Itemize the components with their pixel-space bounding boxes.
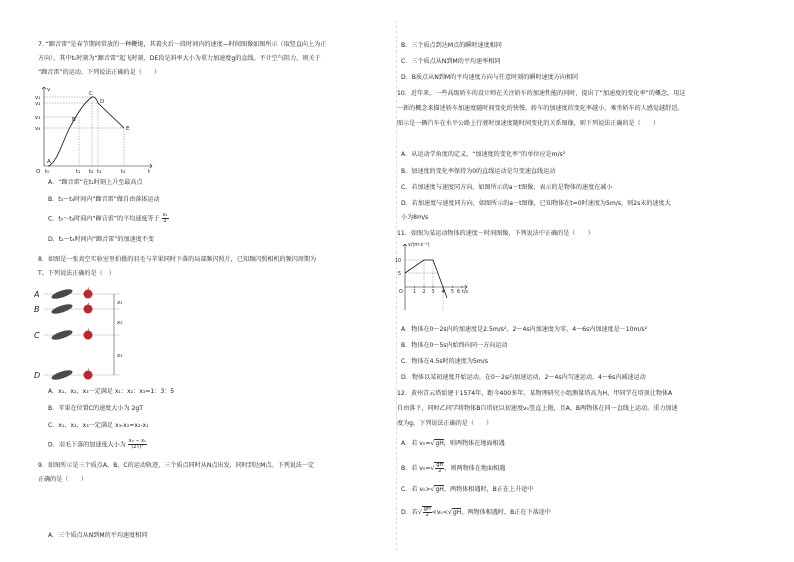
q11-tick-t4: 4 <box>441 290 445 295</box>
q11-option-d: D．物体以某初速度开始运动，在0～2s内加速运动，2～4s内匀速运动，4～6s内减速运动 <box>401 374 646 381</box>
sqrt-icon: √ <box>417 509 422 516</box>
q10-option-b: B．加速度的变化率保持为0的直线运动是匀变速直线运动 <box>401 168 556 175</box>
q11-tick-t6: 6 <box>457 290 461 295</box>
q7-label-v3: v₃ <box>35 115 41 121</box>
q7-axis-v: v <box>47 87 51 93</box>
q10-stem-line3: 图示是一辆汽车在水平公路上行驶时加速度随时间变化的关系图像，则下列说法正确的是（ ） <box>397 120 660 127</box>
q12-option-d-post: ，两物体相遇时，B正在下落途中 <box>461 509 551 516</box>
q7-vt-graph <box>34 84 156 174</box>
q8-dim-x2: x₂ <box>117 320 123 326</box>
q7-label-t3: t₃ <box>97 169 102 174</box>
q9-stem-line1: 9．如图所示是三个质点A，B，C的运动轨迹，三个质点同时从N点出发，同时到达M点。下列说法一定 <box>38 462 315 469</box>
left-column <box>0 0 380 562</box>
q9-stem-line2: 正确的是（ ） <box>38 476 87 483</box>
q12-option-c-radicand: gH <box>435 486 444 493</box>
q8-option-d-num: x₃ − x₁ <box>128 438 147 444</box>
q11-option-b: B．物体在0～5s内始终向同一方向运动 <box>401 342 508 349</box>
q7-option-c-den: 2 <box>163 218 167 224</box>
q12-option-b <box>401 462 505 474</box>
q12-option-c <box>401 486 533 494</box>
q11-tick-t2: 2 <box>422 290 426 295</box>
q7-stem-line2: 方向），其中t₀时刻为“蹿音雷”起飞时刻、DE段是斜率大小为重力加速度g的直线。不计空气阻力，则关于 <box>38 55 321 62</box>
q8-position-c: C <box>34 331 40 340</box>
q10-option-d-line2: 小为8m/s <box>401 214 429 221</box>
q12-option-d-pre: D．若 <box>401 509 418 516</box>
q8-dim-x1: x₁ <box>117 300 123 306</box>
q12-option-d-mid: <v₀< <box>431 509 448 516</box>
q8-position-a: A <box>34 290 40 299</box>
q11-tick-v5: 5 <box>398 272 402 277</box>
q9-option-a: A．三个质点从N到M的平均速度相同 <box>48 532 148 539</box>
q10-option-c: C．若加速度与速度同方向，如图所示的a－t图像，表示的是物体的速度在减小 <box>401 184 613 191</box>
q11-option-a: A．物体在0～2s内的加速度是2.5m/s²，2～4s内加速度为零，4～6s内加速度是－10m/s² <box>401 326 648 333</box>
q12-option-c-post: ，两物体相遇时，B正在上升途中 <box>443 486 534 493</box>
q11-tick-v10: 10 <box>395 259 402 264</box>
q7-point-b: B <box>72 117 76 123</box>
q7-label-t2: t₂ <box>89 169 94 174</box>
q11-axis-v: v/(m·s⁻¹) <box>408 243 430 248</box>
q8-position-b: B <box>34 305 40 314</box>
q7-option-c <box>48 213 169 224</box>
q12-option-d-fraction <box>422 506 432 518</box>
q12-option-a <box>401 440 505 448</box>
q7-option-c-fraction <box>162 213 169 224</box>
q7-option-d: D．t₂～t₄时间内“蹿音雷”的加速度不变 <box>48 236 154 243</box>
q11-origin: O <box>399 290 403 295</box>
q8-dim-x3: x₃ <box>117 353 123 359</box>
q8-stem-line2: T。下列说法正确的是（ ） <box>38 270 115 277</box>
q7-label-t0: t₀ <box>45 169 50 174</box>
q8-position-d: D <box>34 371 41 380</box>
q7-point-e: E <box>126 126 130 132</box>
q11-vt-graph <box>391 240 471 312</box>
q7-point-a: A <box>47 159 51 165</box>
q12-option-d-den: 2 <box>425 512 429 518</box>
q7-label-v1: v₁ <box>35 95 41 101</box>
q9-option-c: C．三个质点从N到M的平均速率相同 <box>401 58 501 65</box>
q12-option-a-post: ，则两物体在地面相遇 <box>443 440 505 447</box>
q11-tick-t1: 1 <box>413 290 417 295</box>
q8-option-c: C．x₁、x₂、x₃一定满足 x₃-x₂=x₂-x₁ <box>48 422 149 429</box>
q7-label-t4: t₄ <box>121 169 126 174</box>
q7-label-v2: v₂ <box>35 101 41 107</box>
sqrt-icon: √ <box>447 509 452 516</box>
q12-option-d-radicand: gH <box>452 509 462 516</box>
right-column <box>397 0 777 562</box>
q7-label-t1: t₁ <box>76 169 81 174</box>
q12-option-d <box>401 506 551 518</box>
q12-stem-line2: 自由落下，同时乙同学将物体B自塔底以初速度v₀竖直上抛，且A、B两物体在同一直线上运动。重力加速 <box>397 405 678 412</box>
q11-stem: 11．如图为某运动物体的速度－时间图像，下列说法中正确的是（ ） <box>397 230 594 237</box>
q12-option-b-den: 2 <box>438 468 442 474</box>
q11-axis-t: t/s <box>462 290 468 295</box>
sqrt-icon: √ <box>430 465 435 472</box>
q7-option-c-num: v₁ <box>162 212 168 218</box>
q12-option-d-num: gH <box>423 506 431 512</box>
q10-stem-line2: 一新的概念来描述轿车加速度随时间变化的快慢，轿车的加速度的变化率越小，乘坐轿车的人感觉越舒适。 <box>397 105 684 112</box>
q7-label-v4: v₄ <box>35 126 41 132</box>
q9-option-b: B．三个质点到达M点的瞬时速度相同 <box>401 42 502 49</box>
q9-option-d: D．B质点从N到M的平均速度方向与任意时刻的瞬时速度方向相同 <box>401 74 579 81</box>
q7-option-b: B．t₃～t₄时间内“蹿音雷”做自由落体运动 <box>48 196 160 203</box>
q12-option-b-num: gH <box>436 462 444 468</box>
q12-option-c-pre: C．若 v₀> <box>401 486 431 493</box>
q7-stem-line1: 7. “蹿音雷”是春节期间常放的一种鞭炮，其着火后一段时间内的速度—时间图像如图所示（取竖直向上为正 <box>38 41 327 48</box>
q12-option-a-pre: A．若 v₀= <box>401 440 431 447</box>
q11-tick-t5: 5 <box>451 290 455 295</box>
q8-option-a: A．x₁、x₂、x₃一定满足 x₁：x₂：x₃=1：3：5 <box>48 388 175 395</box>
q10-stem-line1: 10．近年来，一些高级轿车的设计师在关注轿车的加速性能的同时，提出了“加速度的变化率”的概念，用这 <box>397 90 686 97</box>
q8-option-d-den: (2T)² <box>131 444 144 450</box>
q11-option-c: C．物体在4.5s时的速度为5m/s <box>401 358 489 365</box>
q12-stem-line1: 12．黄州青云塔始建于1574年，距今400多年。某物理研究小组测量塔高为H，甲同学在塔顶让物体A <box>397 390 673 397</box>
q8-option-b: B．苹果在位置C的速度大小为 2gT <box>48 405 143 412</box>
q12-option-b-post: ，则两物体在地面相遇 <box>444 465 506 472</box>
q10-option-d-line1: D．若加速度与速度同方向，如图所示的a－t图像，已知物体在t=0时速度为5m/s，则2s末的速度大 <box>401 200 671 207</box>
q8-option-d-text: D．羽毛下落的加速度大小为 <box>48 441 126 449</box>
q7-axis-t: t <box>148 169 151 174</box>
apple-icon <box>84 288 93 380</box>
q7-option-a: A．“蹿音雷”在t₁时刻上升至最高点 <box>48 179 143 186</box>
q7-stem-line3: “蹿音雷”的运动，下列说法正确的是（ ） <box>38 69 161 76</box>
q7-option-c-text: C．t₀～t₃时间内“蹿音雷”的平均速度等于 <box>48 215 160 223</box>
q12-stem-line3: 度为g，下列说法正确的是（ ） <box>397 420 493 427</box>
sqrt-icon: √ <box>430 486 435 493</box>
feather-icon <box>50 287 73 381</box>
q12-option-b-pre: B．若 v₀= <box>401 465 431 472</box>
q8-strobe-photo <box>34 285 134 385</box>
q11-tick-t3: 3 <box>431 290 435 295</box>
q8-option-d-fraction <box>128 439 147 450</box>
q7-origin: O <box>36 169 41 174</box>
q8-option-d <box>48 439 147 450</box>
q7-point-c: C <box>89 91 93 97</box>
q12-option-a-radicand: gH <box>435 440 444 447</box>
sqrt-icon: √ <box>430 440 435 447</box>
q10-option-a: A．从运动学角度的定义，“加速度的变化率”的单位应是m/s² <box>401 151 566 158</box>
q8-stem-line1: 8．如图是一张真空实验室里拍摄的羽毛与苹果同时下落的局部频闪照片，已知频闪照相机的频闪周期为 <box>38 256 317 263</box>
q7-point-d: D <box>100 99 105 105</box>
q12-option-b-fraction <box>434 462 444 474</box>
